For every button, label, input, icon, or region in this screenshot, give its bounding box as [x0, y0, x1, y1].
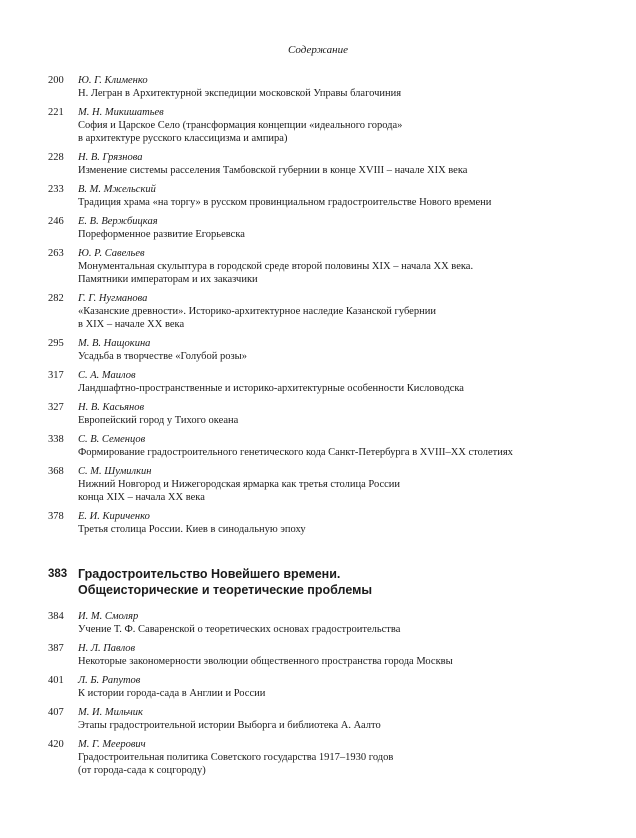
entry-title: Некоторые закономерности эволюции общественного пространства города Москвы	[78, 656, 453, 667]
entry-title: Европейский город у Тихого океана	[78, 415, 239, 426]
section-heading	[48, 566, 618, 598]
entry-title: София и Царское Село (трансформация концепции «идеального города» в архитектуре русского классицизма и ампира)	[78, 120, 403, 144]
entry-author: Г. Г. Нугманова	[78, 293, 148, 304]
page-number: 228	[48, 152, 64, 163]
page-number: 295	[48, 338, 64, 349]
page-number: 420	[48, 739, 64, 750]
section-page-number: 383	[48, 568, 68, 580]
toc-entry	[48, 674, 618, 700]
entry-title: Пореформенное развитие Егорьевска	[78, 229, 245, 240]
entry-author: Е. В. Вержбицкая	[78, 216, 158, 227]
entry-title: Третья столица России. Киев в синодальную эпоху	[78, 524, 306, 535]
page-number: 263	[48, 248, 64, 259]
entry-author: Ю. Р. Савельев	[78, 248, 145, 259]
page-number: 282	[48, 293, 64, 304]
entry-author: В. М. Мжельский	[78, 184, 156, 195]
toc-entry	[48, 610, 618, 636]
page-number: 200	[48, 75, 64, 86]
entry-author: Ю. Г. Клименко	[78, 75, 148, 86]
running-header: Содержание	[287, 44, 348, 56]
entry-author: С. В. Семенцов	[78, 434, 146, 445]
toc-entry	[48, 401, 618, 427]
entry-title: Изменение системы расселения Тамбовской губернии в конце XVIII – начале XIX века	[78, 165, 468, 176]
entry-title: Монументальная скульптура в городской среде второй половины XIX – начала XX века. Памятники императорам и их заказчики	[78, 261, 474, 285]
page-number: 384	[48, 611, 64, 622]
entry-author: М. И. Мильчик	[78, 707, 143, 718]
toc-entry	[48, 369, 618, 395]
toc-entry	[48, 433, 618, 459]
toc-entry	[48, 738, 618, 777]
entry-title: К истории города-сада в Англии и России	[78, 688, 266, 699]
toc-entry	[48, 510, 618, 536]
entry-title: Нижний Новгород и Нижегородская ярмарка как третья столица России конца XIX – начала XX века	[78, 479, 401, 503]
toc-entry	[48, 74, 618, 100]
toc-entry	[48, 247, 618, 286]
entry-title: Н. Легран в Архитектурной экспедиции московской Управы благочиния	[78, 88, 402, 99]
page-number: 338	[48, 434, 64, 445]
entry-title: Усадьба в творчестве «Голубой розы»	[78, 351, 247, 362]
entry-author: И. М. Смоляр	[78, 611, 139, 622]
entry-author: Н. В. Касьянов	[78, 402, 145, 413]
page-number: 368	[48, 466, 64, 477]
entry-title: Учение Т. Ф. Саваренской о теоретических основах градостроительства	[78, 624, 401, 635]
toc-entry	[48, 215, 618, 241]
toc-list	[48, 74, 618, 542]
toc-entry	[48, 642, 618, 668]
entry-author: М. В. Нащокина	[78, 338, 151, 349]
entry-author: Н. В. Грязнова	[78, 152, 143, 163]
page-number: 233	[48, 184, 64, 195]
toc-entry	[48, 292, 618, 331]
entry-author: Л. Б. Рапутов	[78, 675, 141, 686]
entry-title: Градостроительная политика Советского государства 1917–1930 годов (от города-сада к соцгороду)	[78, 752, 394, 776]
page-number: 246	[48, 216, 64, 227]
page-number: 401	[48, 675, 64, 686]
entry-author: С. М. Шумилкин	[78, 466, 152, 477]
toc-list-section	[48, 610, 618, 783]
entry-author: М. Н. Микишатьев	[78, 107, 164, 118]
page-number: 221	[48, 107, 64, 118]
entry-author: Е. И. Кириченко	[78, 511, 150, 522]
section-title: Градостроительство Новейшего времени. Общеисторические и теоретические проблемы	[78, 567, 373, 597]
page-number: 327	[48, 402, 64, 413]
entry-author: С. А. Маилов	[78, 370, 136, 381]
page-number: 387	[48, 643, 64, 654]
toc-entry	[48, 465, 618, 504]
toc-entry	[48, 337, 618, 363]
entry-author: М. Г. Меерович	[78, 739, 146, 750]
entry-title: Традиция храма «на торгу» в русском провинциальном градостроительстве Нового времени	[78, 197, 492, 208]
page-number: 317	[48, 370, 64, 381]
entry-author: Н. Л. Павлов	[78, 643, 136, 654]
toc-entry	[48, 151, 618, 177]
toc-entry	[48, 183, 618, 209]
entry-title: Этапы градостроительной истории Выборга и библиотека А. Аалто	[78, 720, 381, 731]
entry-title: Формирование градостроительного генетического кода Санкт-Петербурга в XVIII–XX столетиях	[78, 447, 513, 458]
page-number: 407	[48, 707, 64, 718]
toc-entry	[48, 106, 618, 145]
entry-title: «Казанские древности». Историко-архитектурное наследие Казанской губернии в XIX – начале XX века	[78, 306, 436, 330]
entry-title: Ландшафтно-пространственные и историко-архитектурные особенности Кисловодска	[78, 383, 464, 394]
toc-entry	[48, 706, 618, 732]
page-number: 378	[48, 511, 64, 522]
